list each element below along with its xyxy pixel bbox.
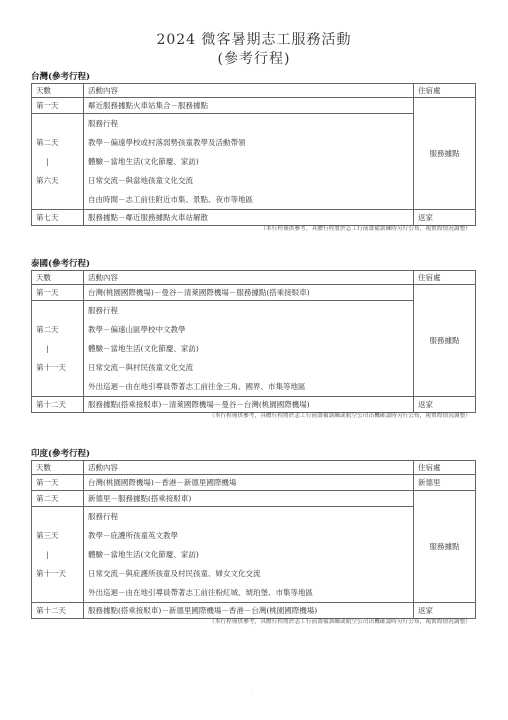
lodging-cell: 服務據點: [414, 98, 476, 210]
day-range-start: 第二天: [36, 138, 59, 147]
lodging-cell: 服務據點: [414, 285, 476, 397]
day-cell: 第一天: [32, 98, 84, 114]
content-cell: 服務據點(搭乘接駁車)－清萊國際機場－曼谷－台灣(桃園國際機場): [84, 397, 414, 413]
day-cell: 第一天: [32, 285, 84, 301]
activity-list-cell: [84, 301, 414, 397]
section-label-india: 印度(參考行程): [31, 449, 91, 459]
activity-line: 外出巡迴－由在地引導員帶著志工前往金三角、國界、市集等地區: [88, 382, 306, 391]
day-range-end: 第十一天: [36, 363, 66, 372]
activity-list-cell: [84, 114, 414, 210]
activity-line: 體驗－當地生活(文化節慶、家訪): [88, 157, 199, 166]
day-range-cell: [32, 507, 84, 603]
day-range-separator: |: [46, 550, 49, 559]
header-lodging: 住宿處: [414, 271, 476, 285]
header-lodging: 住宿處: [414, 84, 476, 98]
day-cell: 第十二天: [32, 603, 84, 619]
content-cell: 服務據點(搭乘接駁車)－新德里國際機場－香港－台灣(桃園國際機場): [84, 603, 414, 619]
activity-line: 教學－庇護所孩童英文教學: [88, 531, 178, 540]
activity-line: 體驗－當地生活(文化節慶、家訪): [88, 550, 199, 559]
table-row: [32, 507, 476, 603]
day-cell: 第十二天: [32, 397, 84, 413]
content-cell: 台灣(桃園國際機場)－香港－新德里國際機場: [84, 475, 414, 491]
activity-line: 服務行程: [88, 119, 118, 128]
footnote-taiwan: （本行程僅供參考，具體行程將於志工行前籌備訓練時另行公布，視實際情況調整）: [260, 226, 471, 232]
activity-line: 日常交流－與當地孩童文化交流: [88, 176, 193, 185]
day-range-separator: |: [46, 344, 49, 353]
schedule-table-thailand: [31, 270, 476, 413]
content-cell: 服務據點－鄰近服務據點火車站解散: [84, 210, 414, 226]
schedule-table-india: [31, 460, 476, 619]
header-day: 天數: [32, 461, 84, 475]
table-row: [32, 491, 476, 507]
lodging-cell: 返家: [414, 603, 476, 619]
activity-line: 教學－偏遠學校或村落弱勢孩童教學及活動帶領: [88, 138, 246, 147]
day-cell: 第七天: [32, 210, 84, 226]
footnote-thailand: （本行程僅供參考，具體行程將於志工行前籌備訓練或航空公司出機確認時另行公布，視實際情況調整）: [209, 413, 471, 419]
table-row: [32, 301, 476, 397]
activity-list-cell: [84, 507, 414, 603]
activity-line: 服務行程: [88, 512, 118, 521]
lodging-cell: 服務據點: [414, 491, 476, 603]
section-label-taiwan: 台灣(參考行程): [31, 72, 91, 82]
day-range-cell: [32, 301, 84, 397]
day-range-separator: |: [46, 157, 49, 166]
page-mark: ·: [251, 688, 253, 694]
activity-line: 自由時間－志工前往附近市集、景點、夜市等地區: [88, 195, 253, 204]
header-content: 活動內容: [84, 271, 414, 285]
day-range-end: 第十一天: [36, 569, 66, 578]
header-content: 活動內容: [84, 461, 414, 475]
table-header-row: [32, 461, 476, 475]
activity-line: 教學－偏遠山區學校中文教學: [88, 325, 186, 334]
table-row: [32, 285, 476, 301]
lodging-cell: 返家: [414, 210, 476, 226]
table-row: [32, 98, 476, 114]
day-range-cell: [32, 114, 84, 210]
schedule-table-taiwan: [31, 83, 476, 226]
footnote-india: （本行程僅供參考，具體行程將於志工行前籌備訓練或航空公司出機確認時另行公布，視實際情況調整）: [209, 619, 471, 625]
activity-line: 體驗－當地生活(文化節慶、家訪): [88, 344, 199, 353]
page-title: 2024 微客暑期志工服務活動: [156, 32, 352, 48]
day-cell: 第一天: [32, 475, 84, 491]
content-cell: 鄰近服務據點火車站集合－服務據點: [84, 98, 414, 114]
day-cell: 第二天: [32, 491, 84, 507]
header-day: 天數: [32, 84, 84, 98]
activity-line: 日常交流－與庇護所孩童及村民孩童、婦女文化交流: [88, 569, 261, 578]
header-day: 天數: [32, 271, 84, 285]
table-header-row: [32, 271, 476, 285]
section-label-thailand: 泰國(參考行程): [31, 259, 91, 269]
lodging-cell: 新德里: [414, 475, 476, 491]
content-cell: 台灣(桃園國際機場)－曼谷－清萊國際機場－服務據點(搭乘接駁車): [84, 285, 414, 301]
lodging-cell: 返家: [414, 397, 476, 413]
header-content: 活動內容: [84, 84, 414, 98]
activity-line: 服務行程: [88, 306, 118, 315]
activity-line: 外出巡迴－由在地引導員帶著志工前往粉紅城、琥珀堡、市集等地區: [88, 588, 313, 597]
header-lodging: 住宿處: [414, 461, 476, 475]
page-subtitle: (參考行程): [217, 51, 291, 67]
table-row: [32, 475, 476, 491]
day-range-start: 第二天: [36, 325, 59, 334]
day-range-start: 第三天: [36, 531, 59, 540]
table-row: [32, 114, 476, 210]
day-range-end: 第六天: [36, 176, 59, 185]
table-header-row: [32, 84, 476, 98]
activity-line: 日常交流－與村民孩童文化交流: [88, 363, 193, 372]
content-cell: 新德里－服務據點(搭乘接駁車): [84, 491, 414, 507]
